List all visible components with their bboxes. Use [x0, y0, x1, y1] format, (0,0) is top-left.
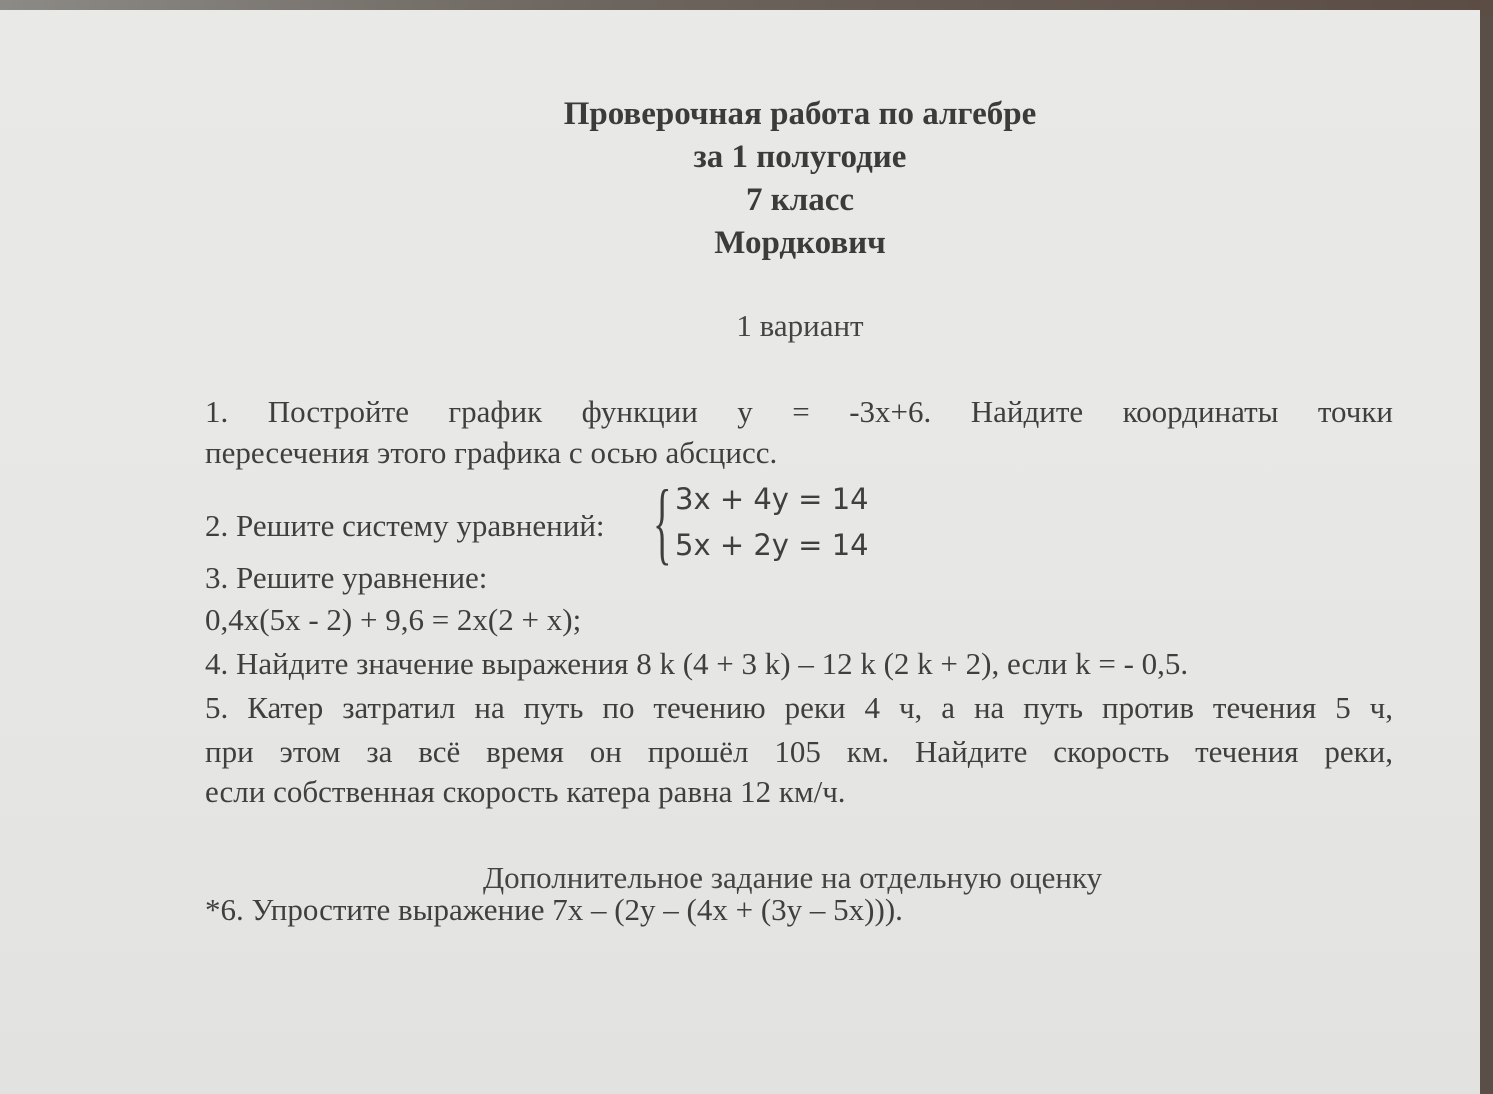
worksheet-title: [0, 93, 1493, 265]
task-2-label: 2. Решите систему уравнений:: [205, 508, 605, 543]
worksheet-paper: [0, 10, 1480, 1094]
task-5-line-2: при этом за всё время он прошёл 105 км. Найдите скорость течения реки,: [205, 734, 1393, 769]
title-line-2: за 1 полугодие: [693, 139, 907, 175]
task-4-line: 4. Найдите значение выражения 8 k (4 + 3 k) – 12 k (2 k + 2), если k = - 0,5.: [205, 646, 1189, 681]
task-3-line-2: 0,4x(5x - 2) + 9,6 = 2x(2 + x);: [205, 602, 582, 637]
left-brace-icon: {: [653, 471, 672, 573]
task-1-line-2: пересечения этого графика с осью абсцисс.: [205, 435, 778, 470]
task-2-equation-2: 5x + 2y = 14: [675, 528, 869, 562]
task-5-line-1: 5. Катер затратил на путь по течению реки 4 ч, а на путь против течения 5 ч,: [205, 690, 1393, 725]
task-3-line-1: 3. Решите уравнение:: [205, 560, 488, 595]
task-1-line-1: 1. Постройте график функции y = -3x+6. Найдите координаты точки: [205, 394, 1393, 429]
title-line-1: Проверочная работа по алгебре: [563, 96, 1037, 132]
variant-label: 1 вариант: [736, 308, 864, 343]
title-line-3: 7 класс: [745, 182, 855, 218]
title-line-4: Мордкович: [714, 225, 886, 261]
task-5-line-3: если собственная скорость катера равна 12 км/ч.: [205, 774, 846, 809]
task-6-line: *6. Упростите выражение 7x – (2y – (4x + (3y – 5x))).: [205, 892, 903, 927]
extra-task-heading: Дополнительное задание на отдельную оценку: [482, 860, 1103, 895]
task-2-equation-1: 3x + 4y = 14: [675, 482, 869, 516]
